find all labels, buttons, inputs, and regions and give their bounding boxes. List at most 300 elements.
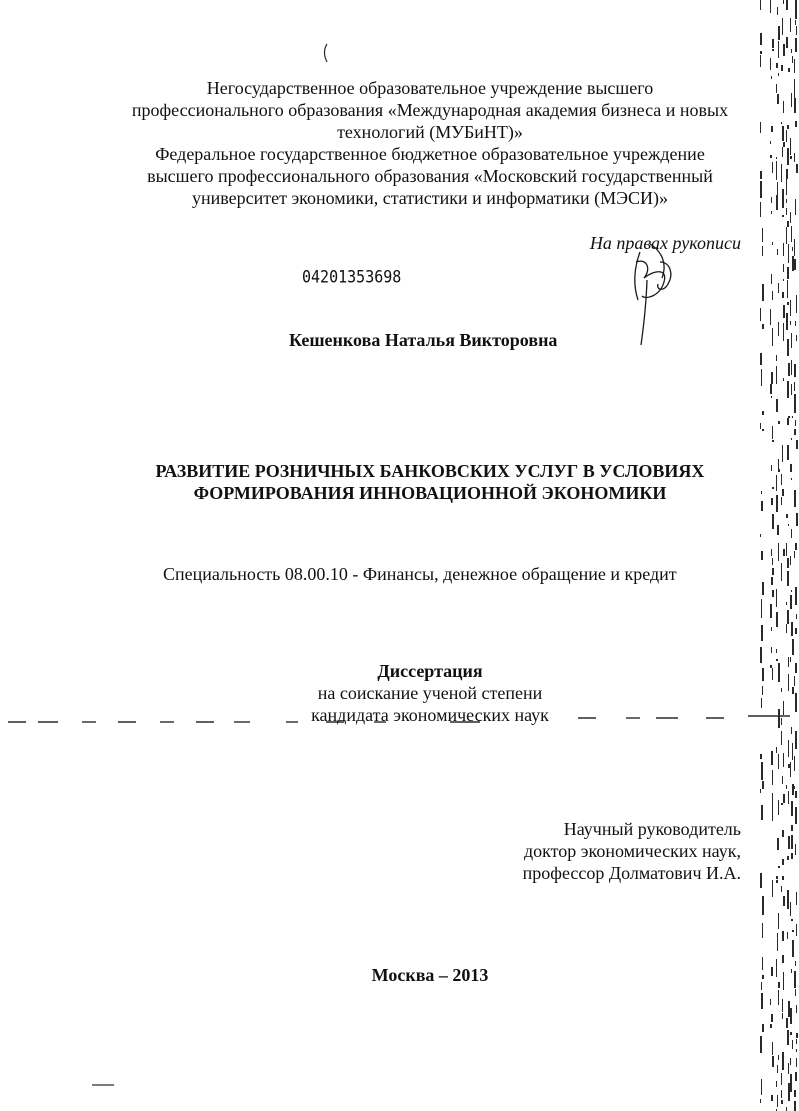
noise-speck bbox=[760, 171, 762, 179]
noise-speck bbox=[796, 513, 798, 526]
noise-speck bbox=[786, 624, 787, 633]
noise-speck bbox=[762, 411, 764, 415]
noise-speck bbox=[771, 647, 772, 653]
title-line-1: РАЗВИТИЕ РОЗНИЧНЫХ БАНКОВСКИХ УСЛУГ В УСЛОВИЯХ bbox=[155, 461, 705, 481]
noise-speck bbox=[787, 571, 789, 586]
noise-speck bbox=[786, 208, 787, 215]
noise-speck bbox=[787, 856, 789, 860]
noise-speck bbox=[778, 866, 780, 868]
noise-speck bbox=[791, 226, 792, 242]
noise-speck bbox=[790, 18, 791, 32]
noise-speck bbox=[790, 156, 792, 159]
noise-speck bbox=[761, 805, 763, 820]
noise-speck bbox=[787, 1030, 789, 1045]
noise-speck bbox=[786, 602, 787, 605]
noise-speck bbox=[772, 808, 773, 821]
noise-speck bbox=[770, 999, 771, 1005]
noise-speck bbox=[770, 309, 771, 325]
noise-speck bbox=[794, 239, 795, 256]
noise-speck bbox=[790, 1074, 792, 1092]
noise-speck bbox=[772, 770, 773, 785]
noise-speck bbox=[791, 49, 792, 53]
noise-speck bbox=[760, 202, 761, 217]
noise-speck bbox=[776, 475, 777, 491]
noise-speck bbox=[770, 0, 771, 13]
noise-speck bbox=[760, 873, 762, 888]
noise-speck bbox=[791, 529, 792, 538]
noise-speck bbox=[794, 98, 796, 113]
noise-speck bbox=[783, 701, 784, 715]
noise-speck bbox=[783, 896, 785, 906]
noise-speck bbox=[772, 1056, 774, 1067]
noise-speck bbox=[783, 279, 784, 281]
noise-speck bbox=[762, 228, 763, 242]
noise-speck bbox=[772, 162, 773, 173]
noise-speck bbox=[787, 932, 788, 939]
noise-speck bbox=[770, 384, 772, 394]
noise-speck bbox=[795, 420, 796, 426]
noise-speck bbox=[788, 1083, 790, 1101]
noise-speck bbox=[782, 189, 784, 208]
noise-speck bbox=[794, 59, 795, 73]
noise-speck bbox=[777, 933, 778, 951]
noise-speck bbox=[794, 382, 795, 391]
noise-speck bbox=[771, 498, 773, 505]
noise-speck bbox=[790, 138, 791, 155]
noise-speck bbox=[770, 1024, 772, 1028]
noise-speck bbox=[795, 693, 797, 712]
noise-speck bbox=[788, 764, 790, 768]
noise-speck bbox=[761, 993, 763, 1009]
noise-speck bbox=[771, 1014, 773, 1022]
noise-speck bbox=[771, 751, 773, 765]
supervisor-line-2: доктор экономических наук, bbox=[524, 841, 741, 861]
noise-speck bbox=[796, 1005, 797, 1013]
noise-speck bbox=[778, 41, 779, 58]
noise-speck bbox=[787, 339, 789, 356]
noise-speck bbox=[788, 740, 789, 757]
noise-speck bbox=[781, 1073, 782, 1085]
noise-speck bbox=[795, 731, 797, 749]
noise-speck bbox=[760, 1099, 761, 1103]
noise-speck bbox=[782, 489, 784, 496]
noise-speck bbox=[772, 880, 773, 897]
noise-speck bbox=[776, 649, 777, 653]
noise-speck bbox=[795, 543, 797, 550]
noise-speck bbox=[776, 876, 778, 879]
noise-speck bbox=[782, 999, 783, 1012]
noise-speck bbox=[790, 1058, 791, 1065]
noise-speck bbox=[781, 1100, 783, 1104]
noise-speck bbox=[760, 353, 762, 365]
top-pen-mark bbox=[325, 44, 328, 62]
noise-speck bbox=[783, 44, 785, 56]
noise-speck bbox=[794, 153, 795, 162]
noise-speck bbox=[762, 686, 763, 695]
dissertation-title bbox=[100, 460, 760, 504]
institution-line-1: Негосударственное образовательное учреждение высшего bbox=[206, 78, 654, 98]
noise-speck bbox=[786, 199, 787, 203]
noise-speck bbox=[782, 931, 784, 941]
noise-speck bbox=[760, 308, 761, 321]
noise-speck bbox=[794, 394, 796, 413]
noise-speck bbox=[761, 762, 763, 780]
noise-speck bbox=[782, 830, 784, 837]
noise-speck bbox=[796, 164, 798, 173]
noise-speck bbox=[786, 227, 787, 229]
noise-speck bbox=[781, 474, 782, 485]
noise-speck bbox=[790, 1032, 792, 1035]
noise-speck bbox=[788, 244, 789, 263]
noise-speck bbox=[791, 333, 792, 348]
noise-speck bbox=[786, 169, 788, 179]
noise-speck bbox=[796, 440, 798, 449]
noise-speck bbox=[776, 495, 778, 512]
noise-speck bbox=[771, 126, 773, 132]
noise-speck bbox=[787, 610, 789, 624]
noise-speck bbox=[790, 595, 792, 609]
noise-speck bbox=[777, 94, 779, 104]
noise-speck bbox=[776, 1081, 777, 1087]
noise-speck bbox=[792, 639, 794, 655]
noise-speck bbox=[771, 627, 772, 631]
noise-speck bbox=[794, 259, 796, 270]
noise-speck bbox=[771, 197, 772, 203]
noise-speck bbox=[778, 663, 780, 682]
noise-speck bbox=[781, 718, 782, 725]
noise-speck bbox=[796, 614, 797, 619]
noise-speck bbox=[786, 1107, 787, 1111]
institution-line-5: высшего профессионального образования «Московский государственный bbox=[147, 166, 713, 186]
noise-speck bbox=[772, 440, 774, 442]
noise-speck bbox=[786, 130, 787, 142]
noise-speck bbox=[795, 0, 797, 19]
signature-icon bbox=[635, 244, 671, 345]
noise-speck bbox=[790, 657, 791, 662]
noise-speck bbox=[786, 179, 787, 195]
noise-speck bbox=[760, 33, 762, 45]
noise-speck bbox=[794, 1101, 796, 1111]
stamp-code: 04201353698 bbox=[302, 267, 402, 287]
noise-speck bbox=[790, 212, 791, 223]
noise-speck bbox=[794, 1090, 796, 1097]
noise-speck bbox=[782, 292, 784, 298]
noise-speck bbox=[783, 305, 785, 318]
noise-speck bbox=[781, 65, 783, 71]
noise-speck bbox=[782, 1013, 783, 1019]
noise-speck bbox=[792, 56, 793, 63]
noise-speck bbox=[776, 195, 778, 210]
noise-speck bbox=[772, 49, 774, 51]
noise-speck bbox=[771, 1095, 773, 1101]
noise-speck bbox=[787, 221, 789, 227]
noise-speck bbox=[760, 647, 762, 663]
noise-speck bbox=[794, 676, 795, 686]
noise-speck bbox=[791, 590, 792, 592]
degree-heading: Диссертация bbox=[377, 661, 483, 681]
noise-speck bbox=[762, 246, 763, 256]
noise-speck bbox=[781, 497, 782, 505]
noise-speck bbox=[787, 302, 789, 305]
noise-speck bbox=[770, 665, 772, 668]
noise-speck bbox=[788, 416, 790, 418]
noise-speck bbox=[786, 514, 788, 518]
noise-speck bbox=[761, 501, 763, 511]
noise-speck bbox=[772, 487, 774, 489]
noise-speck bbox=[770, 155, 772, 158]
noise-speck bbox=[776, 399, 778, 412]
institution-line-4: Федеральное государственное бюджетное образовательное учреждение bbox=[155, 144, 705, 164]
noise-speck bbox=[776, 366, 777, 384]
noise-speck bbox=[762, 582, 764, 595]
noise-speck bbox=[778, 322, 779, 336]
noise-speck bbox=[778, 1055, 779, 1060]
noise-speck bbox=[772, 793, 773, 808]
noise-speck bbox=[792, 416, 793, 418]
noise-speck bbox=[781, 731, 782, 745]
noise-speck bbox=[781, 164, 782, 182]
noise-speck bbox=[787, 148, 789, 165]
noise-speck bbox=[772, 590, 774, 597]
noise-speck bbox=[794, 79, 795, 98]
noise-speck bbox=[762, 896, 764, 915]
noise-speck bbox=[781, 803, 783, 805]
noise-speck bbox=[792, 940, 794, 957]
noise-speck bbox=[761, 698, 762, 708]
noise-speck bbox=[786, 785, 787, 789]
noise-speck bbox=[794, 756, 795, 771]
noise-speck bbox=[795, 199, 796, 215]
noise-speck bbox=[796, 1039, 797, 1044]
noise-speck bbox=[790, 321, 791, 325]
noise-speck bbox=[788, 791, 789, 804]
noise-speck bbox=[762, 923, 763, 938]
noise-speck bbox=[788, 1001, 790, 1017]
noise-speck bbox=[795, 791, 797, 798]
noise-speck bbox=[776, 747, 777, 753]
right-edge-noise bbox=[760, 0, 798, 1111]
noise-speck bbox=[778, 26, 780, 40]
noise-speck bbox=[796, 924, 797, 936]
noise-speck bbox=[795, 663, 797, 673]
noise-speck bbox=[786, 313, 788, 330]
degree-line-2: кандидата экономических наук bbox=[311, 705, 549, 725]
noise-speck bbox=[772, 558, 773, 565]
noise-speck bbox=[761, 625, 763, 641]
noise-speck bbox=[795, 1072, 797, 1081]
noise-speck bbox=[761, 551, 763, 560]
supervisor-line-3: профессор Долматович И.А. bbox=[522, 863, 741, 883]
noise-speck bbox=[795, 587, 797, 605]
noise-speck bbox=[783, 323, 784, 341]
noise-speck bbox=[770, 604, 772, 618]
noise-speck bbox=[791, 93, 792, 107]
noise-speck bbox=[791, 438, 792, 440]
noise-speck bbox=[787, 445, 789, 460]
noise-speck bbox=[795, 121, 797, 127]
noise-speck bbox=[791, 622, 793, 636]
noise-speck bbox=[783, 101, 784, 113]
noise-speck bbox=[790, 902, 791, 916]
noise-speck bbox=[760, 754, 762, 759]
noise-speck bbox=[782, 859, 784, 865]
noise-speck bbox=[777, 1065, 778, 1073]
noise-speck bbox=[791, 384, 792, 395]
noise-speck bbox=[794, 490, 796, 507]
noise-speck bbox=[760, 789, 761, 793]
noise-speck bbox=[792, 784, 794, 795]
noise-speck bbox=[772, 242, 773, 245]
noise-speck bbox=[761, 1079, 762, 1095]
noise-speck bbox=[791, 478, 792, 480]
noise-speck bbox=[796, 295, 797, 313]
noise-speck bbox=[762, 781, 764, 789]
noise-speck bbox=[760, 122, 761, 133]
noise-speck bbox=[771, 274, 772, 284]
noise-speck bbox=[788, 836, 790, 849]
noise-speck bbox=[776, 161, 777, 180]
noise-speck bbox=[776, 880, 778, 883]
noise-speck bbox=[787, 381, 789, 398]
noise-speck bbox=[771, 577, 773, 585]
institution-line-3: технологий (МУБиНТ)» bbox=[337, 122, 523, 142]
noise-speck bbox=[782, 876, 784, 880]
noise-speck bbox=[791, 835, 793, 849]
supervisor-block bbox=[523, 818, 741, 884]
noise-speck bbox=[778, 421, 780, 424]
noise-speck bbox=[776, 355, 777, 361]
noise-speck bbox=[781, 688, 782, 692]
noise-speck bbox=[760, 181, 762, 198]
noise-speck bbox=[795, 20, 796, 25]
noise-speck bbox=[760, 55, 761, 67]
noise-speck bbox=[772, 568, 774, 575]
noise-speck bbox=[772, 39, 774, 48]
noise-speck bbox=[776, 84, 777, 93]
noise-speck bbox=[796, 892, 797, 905]
specialty-line: Специальность 08.00.10 - Финансы, денежное обращение и кредит bbox=[163, 564, 677, 584]
noise-speck bbox=[786, 37, 788, 48]
noise-speck bbox=[791, 727, 792, 734]
noise-speck bbox=[781, 1090, 782, 1098]
noise-speck bbox=[791, 853, 793, 859]
noise-speck bbox=[760, 0, 761, 10]
noise-speck bbox=[760, 423, 761, 429]
noise-speck bbox=[790, 300, 791, 316]
noise-speck bbox=[772, 514, 774, 529]
noise-speck bbox=[772, 1042, 773, 1055]
noise-speck bbox=[794, 786, 795, 789]
noise-speck bbox=[790, 464, 792, 472]
noise-speck bbox=[788, 657, 789, 667]
noise-speck bbox=[792, 247, 793, 251]
noise-speck bbox=[771, 211, 772, 214]
noise-speck bbox=[791, 825, 793, 831]
noise-speck bbox=[790, 1008, 792, 1024]
noise-speck bbox=[796, 1033, 798, 1038]
noise-speck bbox=[771, 549, 772, 556]
noise-speck bbox=[776, 612, 778, 627]
noise-speck bbox=[762, 284, 764, 301]
noise-speck bbox=[788, 68, 790, 72]
noise-speck bbox=[771, 76, 772, 79]
noise-speck bbox=[786, 1018, 788, 1028]
noise-speck bbox=[786, 0, 788, 10]
noise-speck bbox=[777, 838, 779, 850]
noise-speck bbox=[796, 1058, 797, 1067]
noise-speck bbox=[777, 525, 779, 535]
noise-speck bbox=[783, 549, 785, 556]
noise-speck bbox=[782, 215, 784, 217]
noise-speck bbox=[795, 321, 796, 326]
noise-speck bbox=[778, 459, 779, 469]
noise-speck bbox=[778, 709, 780, 728]
noise-speck bbox=[792, 743, 793, 760]
noise-speck bbox=[792, 930, 794, 932]
noise-speck bbox=[778, 913, 779, 929]
noise-speck bbox=[787, 890, 789, 909]
noise-speck bbox=[781, 122, 782, 124]
noise-speck bbox=[776, 157, 777, 159]
noise-speck bbox=[772, 426, 773, 439]
noise-speck bbox=[782, 126, 784, 141]
noise-speck bbox=[787, 558, 789, 568]
noise-speck bbox=[795, 844, 796, 855]
noise-speck bbox=[790, 556, 791, 565]
noise-speck bbox=[782, 776, 783, 784]
noise-speck bbox=[762, 429, 764, 431]
noise-speck bbox=[778, 800, 779, 815]
noise-speck bbox=[781, 563, 782, 581]
noise-speck bbox=[781, 886, 782, 892]
noise-speck bbox=[778, 469, 780, 472]
noise-speck bbox=[776, 63, 778, 68]
noise-speck bbox=[787, 267, 789, 279]
noise-speck bbox=[794, 551, 795, 558]
noise-speck bbox=[762, 324, 764, 329]
noise-speck bbox=[788, 674, 789, 691]
noise-speck bbox=[772, 291, 773, 300]
noise-speck bbox=[778, 283, 779, 293]
rights-note: На правах рукописи bbox=[589, 233, 741, 253]
noise-speck bbox=[791, 801, 793, 816]
noise-speck bbox=[783, 243, 784, 256]
noise-speck bbox=[788, 363, 790, 376]
noise-speck bbox=[782, 1052, 784, 1070]
noise-speck bbox=[777, 1095, 778, 1107]
noise-speck bbox=[794, 429, 796, 435]
noise-speck bbox=[792, 1040, 793, 1049]
noise-speck bbox=[792, 687, 794, 694]
noise-speck bbox=[760, 1036, 762, 1053]
noise-speck bbox=[787, 125, 789, 129]
author-name: Кешенкова Наталья Викторовна bbox=[289, 330, 558, 350]
noise-speck bbox=[795, 989, 796, 996]
noise-speck bbox=[796, 26, 797, 35]
noise-speck bbox=[761, 599, 762, 618]
noise-speck bbox=[782, 955, 784, 963]
noise-speck bbox=[770, 58, 771, 70]
noise-speck bbox=[777, 249, 778, 255]
noise-speck bbox=[771, 396, 772, 398]
noise-speck bbox=[791, 360, 792, 375]
noise-speck bbox=[791, 919, 793, 921]
noise-speck bbox=[760, 534, 761, 537]
noise-speck bbox=[778, 73, 779, 76]
noise-speck bbox=[783, 264, 784, 272]
supervisor-line-1: Научный руководитель bbox=[563, 819, 741, 839]
noise-speck bbox=[792, 256, 794, 271]
